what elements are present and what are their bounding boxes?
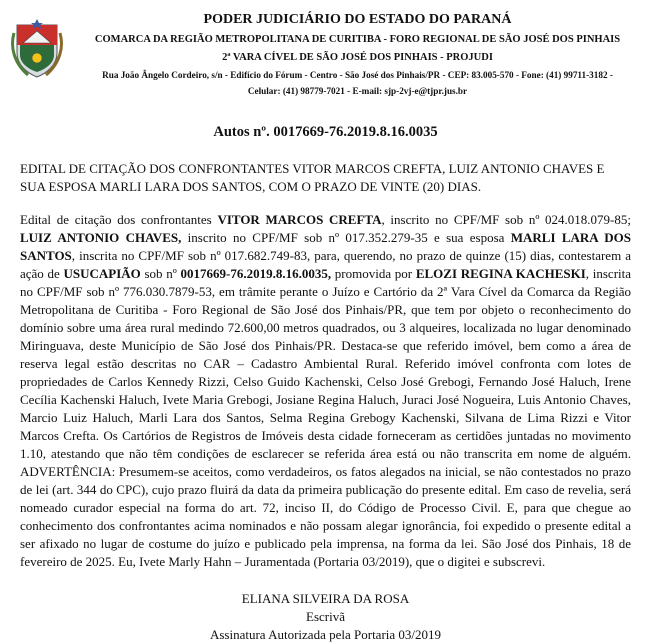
- body-text-7: , inscrita no CPF/MF sob nº 776.030.7879-53, em trâmite perante o Juízo e Cartório da 2ª Vara Cível da Comarca da Região Metropolitana de Curitiba - Foro Regional de São José dos Pinhais/PR, que tem por objeto o reconhecimento do domínio sobre uma área rural medindo 72.600,00 metros quadrados, ou 3 alqueires, localizada no lugar denominado Miringuava, deste Município de São José dos Pinhais/PR. Destaca-se que referido imóvel, bem como a área de reserva legal estão descritas no CAR – Cadastro Ambiental Rural. Referido imóvel confronta com lotes de propriedades de Carlos Kennedy Rizzi, Celso Guido Kachenski, Celso José Grebogi, Fernando José Haluch, Irene Cecília Kachenski Haluch, Ivete Maria Grebogi, Josiane Regina Haluch, Juraci José Nogueira, Luis Antonio Chaves, Marcio Luiz Haluch, Marli Lara dos Santos, Selma Regina Grebogy Kachenski, Silvana de Lima Rizzi e Vitor Marcos Crefta. Os Cartórios de Registros de Imóveis desta cidade forneceram as certidões juntadas no movimento 1.10, atestando que não têm condições de esclarecer se referida área está ou não transcrita em nome de alguém. ADVERTÊNCIA: Presumem-se aceitos, como verdadeiros, os fatos alegados na inicial, se não contestados no prazo de lei (art. 344 do CPC), cujo prazo fluirá da data da primeira publicação do presente edital. Em caso de revelia, será nomeado curador especial na forma do art. 72, inciso II, do Código de Processo Civil. E, para que chegue ao conhecimento dos confrontantes acima nominados e não possam alegar ignorância, foi expedido o presente edital a ser afixado no lugar de costume do juízo e publicado pela imprensa, na forma da lei. São José dos Pinhais, 18 de fevereiro de 2025. Eu, Ivete Marly Hahn – Juramentada (Portaria 03/2019), que o digitei e subscrevi.: [20, 266, 632, 569]
- name-luiz: LUIZ ANTONIO CHAVES,: [20, 230, 182, 245]
- body-text-3: inscrito no CPF/MF sob nº 017.352.279-35 e sua esposa: [181, 230, 511, 245]
- court-name: PODER JUDICIÁRIO DO ESTADO DO PARANÁ: [203, 12, 512, 27]
- body-text-1: Edital de citação dos confrontantes: [20, 212, 218, 227]
- body-text-2: , inscrito no CPF/MF sob nº 024.018.079-85;: [381, 212, 631, 227]
- body-text-5: sob nº: [140, 266, 181, 281]
- contact-line: Celular: (41) 98779-7021 - E-mail: sjp-2vj-e@tjpr.jus.br: [247, 86, 468, 96]
- edital-body: [20, 211, 631, 571]
- parana-coat-of-arms-icon: [10, 19, 64, 79]
- signer-role: Escrivã: [306, 609, 345, 624]
- case-ref: 0017669-76.2019.8.16.0035,: [180, 266, 332, 281]
- vara-line: 2ª VARA CÍVEL DE SÃO JOSÉ DOS PINHAIS - PROJUDI: [222, 52, 493, 63]
- signer-name: ELIANA SILVEIRA DA ROSA: [241, 591, 410, 606]
- signature-block: [0, 590, 651, 644]
- name-vitor: VITOR MARCOS CREFTA: [217, 212, 382, 227]
- edital-title: EDITAL DE CITAÇÃO DOS CONFRONTANTES VITOR MARCOS CREFTA, LUIZ ANTONIO CHAVES E SUA ESPOSA MARLI LARA DOS SANTOS, COM O PRAZO DE VINTE (20) DIAS.: [20, 161, 605, 194]
- address-line: Rua João Ângelo Cordeiro, s/n - Edifício do Fórum - Centro - São José dos Pinhais/PR - CEP: 83.005-570 - Fone: (41) 99711-3182 -: [102, 70, 613, 80]
- name-marli: MARLI LARA DOS SANTOS: [20, 230, 631, 263]
- case-number: Autos nº. 0017669-76.2019.8.16.0035: [213, 124, 438, 140]
- body-text-4: , inscrita no CPF/MF sob nº 017.682.749-83, para, querendo, no prazo de quinze (15) dias, contestarem a ação de: [20, 248, 631, 281]
- signature-note: Assinatura Autorizada pela Portaria 03/2019: [209, 627, 442, 642]
- comarca-line: COMARCA DA REGIÃO METROPOLITANA DE CURITIBA - FORO REGIONAL DE SÃO JOSÉ DOS PINHAIS: [94, 34, 621, 45]
- body-text-6: promovida por: [331, 266, 416, 281]
- name-elozi: ELOZI REGINA KACHESKI: [415, 266, 586, 281]
- action-type: USUCAPIÃO: [63, 266, 141, 281]
